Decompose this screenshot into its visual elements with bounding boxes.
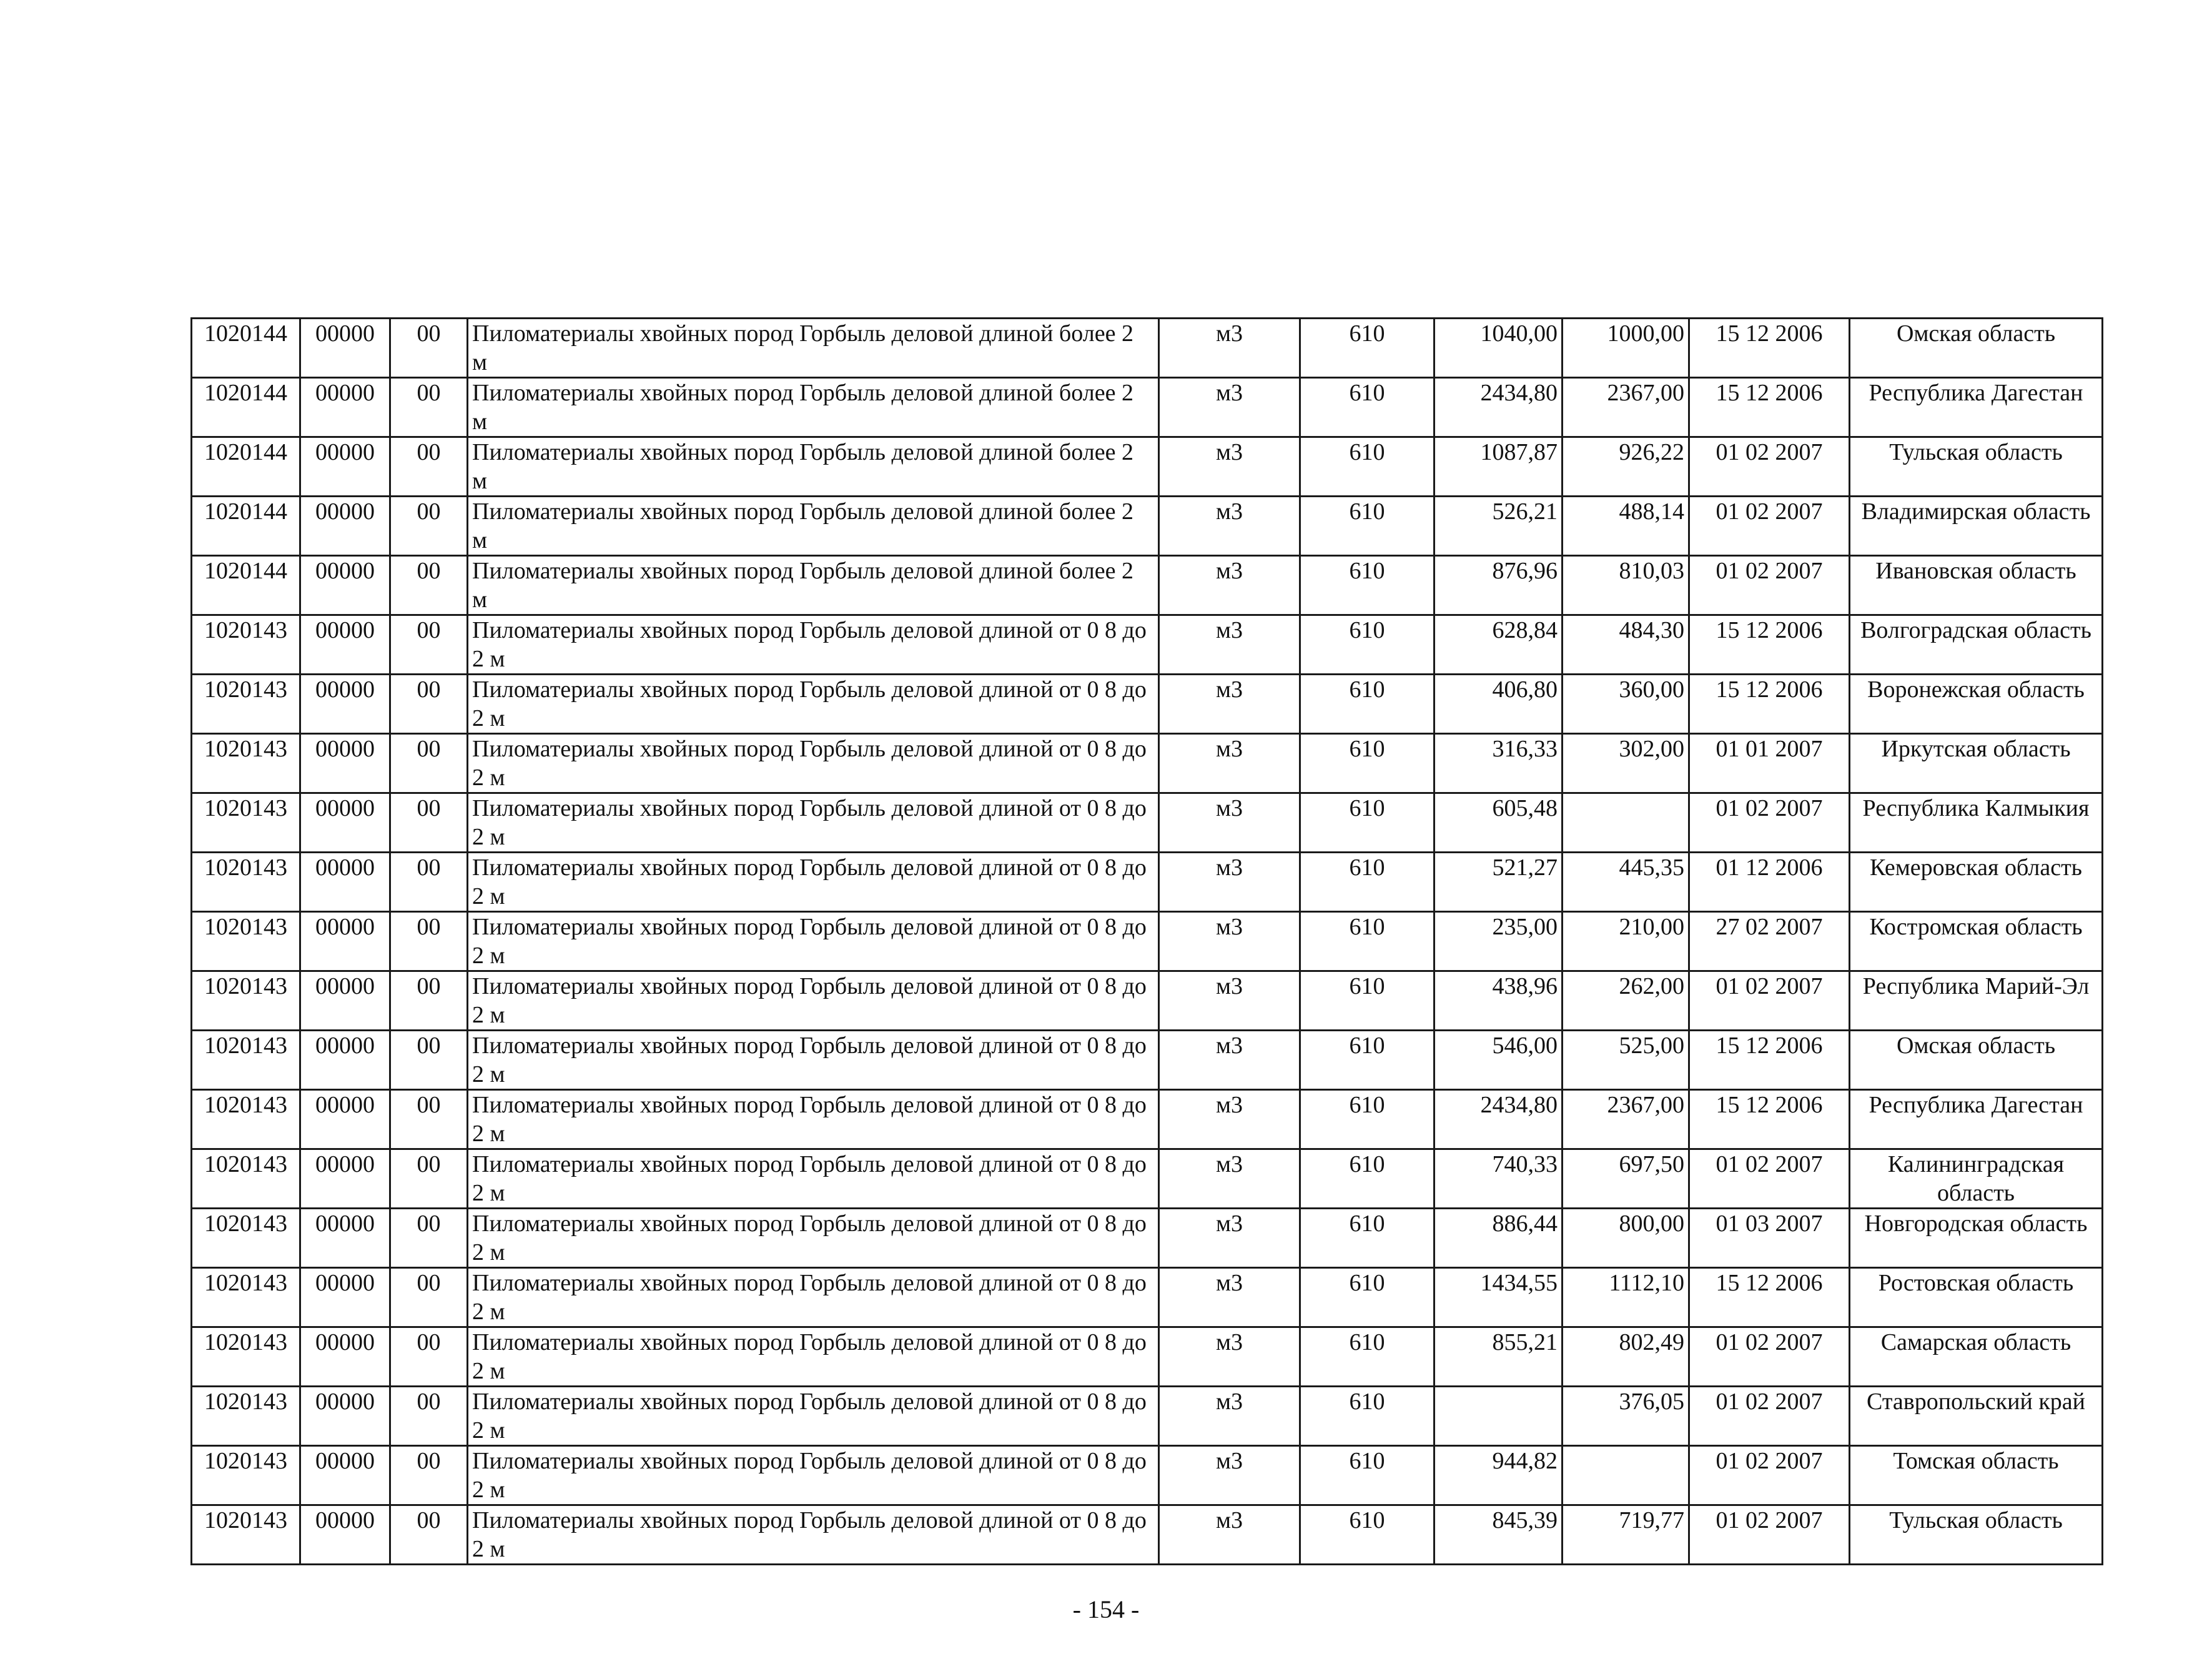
- product-code-cell: 1020143: [192, 1031, 300, 1090]
- description-cell: Пиломатериалы хвойных пород Горбыль деловой длиной от 0 8 до 2 м: [468, 675, 1159, 734]
- price-cell-1: 546,00: [1434, 1031, 1563, 1090]
- variant-cell: 00: [390, 1090, 468, 1149]
- number-cell: 610: [1300, 1387, 1434, 1446]
- description-cell: Пиломатериалы хвойных пород Горбыль деловой длиной от 0 8 до 2 м: [468, 1149, 1159, 1209]
- region-cell: Ивановская область: [1850, 556, 2103, 615]
- variant-cell: 00: [390, 615, 468, 675]
- unit-cell: м3: [1159, 1446, 1300, 1505]
- product-code-cell: 1020143: [192, 1149, 300, 1209]
- variant-cell: 00: [390, 675, 468, 734]
- subcode-cell: 00000: [300, 1031, 390, 1090]
- variant-cell: 00: [390, 1446, 468, 1505]
- product-code-cell: 1020143: [192, 675, 300, 734]
- unit-cell: м3: [1159, 853, 1300, 912]
- unit-cell: м3: [1159, 1031, 1300, 1090]
- region-cell: Кемеровская область: [1850, 853, 2103, 912]
- date-cell: 01 01 2007: [1689, 734, 1850, 793]
- table-row: [192, 1209, 2103, 1268]
- region-cell: Волгоградская область: [1850, 615, 2103, 675]
- region-cell: Республика Дагестан: [1850, 1090, 2103, 1149]
- number-cell: 610: [1300, 1327, 1434, 1387]
- table-row: [192, 378, 2103, 437]
- price-cell-2: 2367,00: [1563, 1090, 1689, 1149]
- product-code-cell: 1020144: [192, 497, 300, 556]
- description-cell: Пиломатериалы хвойных пород Горбыль деловой длиной от 0 8 до 2 м: [468, 793, 1159, 853]
- description-cell: Пиломатериалы хвойных пород Горбыль деловой длиной от 0 8 до 2 м: [468, 1505, 1159, 1565]
- variant-cell: 00: [390, 1149, 468, 1209]
- variant-cell: 00: [390, 1505, 468, 1565]
- unit-cell: м3: [1159, 1090, 1300, 1149]
- price-cell-2: 2367,00: [1563, 378, 1689, 437]
- product-code-cell: 1020144: [192, 556, 300, 615]
- variant-cell: 00: [390, 853, 468, 912]
- date-cell: 01 02 2007: [1689, 1149, 1850, 1209]
- price-cell-1: 740,33: [1434, 1149, 1563, 1209]
- subcode-cell: 00000: [300, 675, 390, 734]
- description-cell: Пиломатериалы хвойных пород Горбыль деловой длиной от 0 8 до 2 м: [468, 912, 1159, 971]
- price-cell-2: 262,00: [1563, 971, 1689, 1031]
- unit-cell: м3: [1159, 615, 1300, 675]
- table-row: [192, 1327, 2103, 1387]
- price-cell-1: 628,84: [1434, 615, 1563, 675]
- number-cell: 610: [1300, 1268, 1434, 1327]
- table-row: [192, 1031, 2103, 1090]
- price-cell-2: 802,49: [1563, 1327, 1689, 1387]
- region-cell: Ростовская область: [1850, 1268, 2103, 1327]
- product-code-cell: 1020143: [192, 734, 300, 793]
- subcode-cell: 00000: [300, 615, 390, 675]
- subcode-cell: 00000: [300, 319, 390, 378]
- description-cell: Пиломатериалы хвойных пород Горбыль деловой длиной более 2 м: [468, 497, 1159, 556]
- table-row: [192, 1090, 2103, 1149]
- table-row: [192, 319, 2103, 378]
- unit-cell: м3: [1159, 319, 1300, 378]
- variant-cell: 00: [390, 912, 468, 971]
- description-cell: Пиломатериалы хвойных пород Горбыль деловой длиной от 0 8 до 2 м: [468, 853, 1159, 912]
- price-cell-1: 316,33: [1434, 734, 1563, 793]
- region-cell: Самарская область: [1850, 1327, 2103, 1387]
- subcode-cell: 00000: [300, 734, 390, 793]
- unit-cell: м3: [1159, 1209, 1300, 1268]
- price-cell-1: 944,82: [1434, 1446, 1563, 1505]
- number-cell: 610: [1300, 1031, 1434, 1090]
- region-cell: Ставропольский край: [1850, 1387, 2103, 1446]
- description-cell: Пиломатериалы хвойных пород Горбыль деловой длиной от 0 8 до 2 м: [468, 1387, 1159, 1446]
- table-row: [192, 1268, 2103, 1327]
- number-cell: 610: [1300, 793, 1434, 853]
- price-cell-1: 526,21: [1434, 497, 1563, 556]
- subcode-cell: 00000: [300, 1209, 390, 1268]
- table-row: [192, 793, 2103, 853]
- price-cell-2: [1563, 793, 1689, 853]
- product-code-cell: 1020143: [192, 1268, 300, 1327]
- price-cell-2: 525,00: [1563, 1031, 1689, 1090]
- table-row: [192, 1387, 2103, 1446]
- price-cell-2: 376,05: [1563, 1387, 1689, 1446]
- region-cell: Омская область: [1850, 319, 2103, 378]
- subcode-cell: 00000: [300, 971, 390, 1031]
- date-cell: 01 03 2007: [1689, 1209, 1850, 1268]
- number-cell: 610: [1300, 319, 1434, 378]
- number-cell: 610: [1300, 971, 1434, 1031]
- unit-cell: м3: [1159, 912, 1300, 971]
- unit-cell: м3: [1159, 1505, 1300, 1565]
- unit-cell: м3: [1159, 556, 1300, 615]
- region-cell: Тульская область: [1850, 437, 2103, 497]
- price-cell-2: 719,77: [1563, 1505, 1689, 1565]
- number-cell: 610: [1300, 853, 1434, 912]
- number-cell: 610: [1300, 675, 1434, 734]
- region-cell: Иркутская область: [1850, 734, 2103, 793]
- number-cell: 610: [1300, 1446, 1434, 1505]
- unit-cell: м3: [1159, 793, 1300, 853]
- unit-cell: м3: [1159, 1268, 1300, 1327]
- number-cell: 610: [1300, 1505, 1434, 1565]
- variant-cell: 00: [390, 793, 468, 853]
- variant-cell: 00: [390, 319, 468, 378]
- table-row: [192, 1446, 2103, 1505]
- price-cell-1: 438,96: [1434, 971, 1563, 1031]
- unit-cell: м3: [1159, 1387, 1300, 1446]
- subcode-cell: 00000: [300, 793, 390, 853]
- number-cell: 610: [1300, 1209, 1434, 1268]
- description-cell: Пиломатериалы хвойных пород Горбыль деловой длиной от 0 8 до 2 м: [468, 971, 1159, 1031]
- product-code-cell: 1020144: [192, 319, 300, 378]
- subcode-cell: 00000: [300, 853, 390, 912]
- number-cell: 610: [1300, 1149, 1434, 1209]
- date-cell: 15 12 2006: [1689, 319, 1850, 378]
- variant-cell: 00: [390, 1209, 468, 1268]
- product-code-cell: 1020144: [192, 378, 300, 437]
- description-cell: Пиломатериалы хвойных пород Горбыль деловой длиной от 0 8 до 2 м: [468, 1268, 1159, 1327]
- product-code-cell: 1020143: [192, 1090, 300, 1149]
- price-cell-2: 210,00: [1563, 912, 1689, 971]
- region-cell: Омская область: [1850, 1031, 2103, 1090]
- price-table: [190, 317, 2103, 1565]
- subcode-cell: 00000: [300, 1268, 390, 1327]
- subcode-cell: 00000: [300, 497, 390, 556]
- date-cell: 01 02 2007: [1689, 1446, 1850, 1505]
- product-code-cell: 1020143: [192, 1327, 300, 1387]
- date-cell: 15 12 2006: [1689, 378, 1850, 437]
- unit-cell: м3: [1159, 1327, 1300, 1387]
- subcode-cell: 00000: [300, 437, 390, 497]
- description-cell: Пиломатериалы хвойных пород Горбыль деловой длиной от 0 8 до 2 м: [468, 1209, 1159, 1268]
- date-cell: 01 02 2007: [1689, 793, 1850, 853]
- product-code-cell: 1020143: [192, 615, 300, 675]
- number-cell: 610: [1300, 556, 1434, 615]
- price-cell-2: 445,35: [1563, 853, 1689, 912]
- region-cell: Костромская область: [1850, 912, 2103, 971]
- price-cell-1: 521,27: [1434, 853, 1563, 912]
- variant-cell: 00: [390, 734, 468, 793]
- date-cell: 15 12 2006: [1689, 675, 1850, 734]
- description-cell: Пиломатериалы хвойных пород Горбыль деловой длиной от 0 8 до 2 м: [468, 1446, 1159, 1505]
- price-cell-2: 484,30: [1563, 615, 1689, 675]
- price-cell-2: [1563, 1446, 1689, 1505]
- table-row: [192, 1149, 2103, 1209]
- product-code-cell: 1020143: [192, 853, 300, 912]
- table-row: [192, 675, 2103, 734]
- region-cell: Республика Марий-Эл: [1850, 971, 2103, 1031]
- table-body: [192, 319, 2103, 1565]
- unit-cell: м3: [1159, 437, 1300, 497]
- table-row: [192, 1505, 2103, 1565]
- description-cell: Пиломатериалы хвойных пород Горбыль деловой длиной более 2 м: [468, 556, 1159, 615]
- price-cell-1: 845,39: [1434, 1505, 1563, 1565]
- product-code-cell: 1020143: [192, 971, 300, 1031]
- number-cell: 610: [1300, 497, 1434, 556]
- price-cell-1: 2434,80: [1434, 1090, 1563, 1149]
- price-cell-1: 1087,87: [1434, 437, 1563, 497]
- price-cell-2: 697,50: [1563, 1149, 1689, 1209]
- price-cell-2: 800,00: [1563, 1209, 1689, 1268]
- date-cell: 01 02 2007: [1689, 1327, 1850, 1387]
- number-cell: 610: [1300, 1090, 1434, 1149]
- variant-cell: 00: [390, 556, 468, 615]
- unit-cell: м3: [1159, 675, 1300, 734]
- date-cell: 27 02 2007: [1689, 912, 1850, 971]
- price-cell-2: 488,14: [1563, 497, 1689, 556]
- table-row: [192, 912, 2103, 971]
- table-row: [192, 556, 2103, 615]
- variant-cell: 00: [390, 437, 468, 497]
- region-cell: Томская область: [1850, 1446, 2103, 1505]
- unit-cell: м3: [1159, 734, 1300, 793]
- variant-cell: 00: [390, 1268, 468, 1327]
- date-cell: 01 02 2007: [1689, 556, 1850, 615]
- description-cell: Пиломатериалы хвойных пород Горбыль деловой длиной более 2 м: [468, 319, 1159, 378]
- price-cell-1: 886,44: [1434, 1209, 1563, 1268]
- region-cell: Новгородская область: [1850, 1209, 2103, 1268]
- number-cell: 610: [1300, 615, 1434, 675]
- price-cell-2: 1000,00: [1563, 319, 1689, 378]
- date-cell: 01 02 2007: [1689, 1505, 1850, 1565]
- subcode-cell: 00000: [300, 1090, 390, 1149]
- number-cell: 610: [1300, 912, 1434, 971]
- price-cell-1: 605,48: [1434, 793, 1563, 853]
- price-cell-1: 1434,55: [1434, 1268, 1563, 1327]
- price-cell-1: 235,00: [1434, 912, 1563, 971]
- price-cell-2: 360,00: [1563, 675, 1689, 734]
- unit-cell: м3: [1159, 1149, 1300, 1209]
- product-code-cell: 1020143: [192, 1505, 300, 1565]
- region-cell: Республика Калмыкия: [1850, 793, 2103, 853]
- table-row: [192, 437, 2103, 497]
- product-code-cell: 1020143: [192, 1446, 300, 1505]
- price-cell-1: 2434,80: [1434, 378, 1563, 437]
- date-cell: 15 12 2006: [1689, 1090, 1850, 1149]
- number-cell: 610: [1300, 734, 1434, 793]
- product-code-cell: 1020144: [192, 437, 300, 497]
- product-code-cell: 1020143: [192, 912, 300, 971]
- variant-cell: 00: [390, 1031, 468, 1090]
- price-cell-2: 810,03: [1563, 556, 1689, 615]
- description-cell: Пиломатериалы хвойных пород Горбыль деловой длиной от 0 8 до 2 м: [468, 1031, 1159, 1090]
- price-cell-1: 406,80: [1434, 675, 1563, 734]
- subcode-cell: 00000: [300, 1327, 390, 1387]
- price-cell-1: 855,21: [1434, 1327, 1563, 1387]
- description-cell: Пиломатериалы хвойных пород Горбыль деловой длиной более 2 м: [468, 378, 1159, 437]
- price-cell-2: 302,00: [1563, 734, 1689, 793]
- unit-cell: м3: [1159, 971, 1300, 1031]
- unit-cell: м3: [1159, 378, 1300, 437]
- description-cell: Пиломатериалы хвойных пород Горбыль деловой длиной от 0 8 до 2 м: [468, 615, 1159, 675]
- variant-cell: 00: [390, 378, 468, 437]
- number-cell: 610: [1300, 437, 1434, 497]
- variant-cell: 00: [390, 1387, 468, 1446]
- product-code-cell: 1020143: [192, 1209, 300, 1268]
- date-cell: 15 12 2006: [1689, 1031, 1850, 1090]
- table-row: [192, 734, 2103, 793]
- page-number: - 154 -: [1072, 1595, 1140, 1623]
- subcode-cell: 00000: [300, 378, 390, 437]
- region-cell: Калининградская область: [1850, 1149, 2103, 1209]
- region-cell: Воронежская область: [1850, 675, 2103, 734]
- description-cell: Пиломатериалы хвойных пород Горбыль деловой длиной от 0 8 до 2 м: [468, 1090, 1159, 1149]
- subcode-cell: 00000: [300, 1149, 390, 1209]
- date-cell: 01 02 2007: [1689, 1387, 1850, 1446]
- product-code-cell: 1020143: [192, 793, 300, 853]
- subcode-cell: 00000: [300, 1387, 390, 1446]
- date-cell: 15 12 2006: [1689, 1268, 1850, 1327]
- product-code-cell: 1020143: [192, 1387, 300, 1446]
- subcode-cell: 00000: [300, 556, 390, 615]
- price-cell-1: 1040,00: [1434, 319, 1563, 378]
- description-cell: Пиломатериалы хвойных пород Горбыль деловой длиной от 0 8 до 2 м: [468, 734, 1159, 793]
- date-cell: 01 02 2007: [1689, 437, 1850, 497]
- region-cell: Республика Дагестан: [1850, 378, 2103, 437]
- table-row: [192, 615, 2103, 675]
- number-cell: 610: [1300, 378, 1434, 437]
- region-cell: Владимирская область: [1850, 497, 2103, 556]
- date-cell: 01 02 2007: [1689, 497, 1850, 556]
- unit-cell: м3: [1159, 497, 1300, 556]
- date-cell: 01 02 2007: [1689, 971, 1850, 1031]
- description-cell: Пиломатериалы хвойных пород Горбыль деловой длиной от 0 8 до 2 м: [468, 1327, 1159, 1387]
- table-row: [192, 497, 2103, 556]
- price-cell-1: 876,96: [1434, 556, 1563, 615]
- region-cell: Тульская область: [1850, 1505, 2103, 1565]
- subcode-cell: 00000: [300, 1505, 390, 1565]
- price-cell-1: [1434, 1387, 1563, 1446]
- subcode-cell: 00000: [300, 912, 390, 971]
- price-cell-2: 926,22: [1563, 437, 1689, 497]
- date-cell: 01 12 2006: [1689, 853, 1850, 912]
- table-row: [192, 853, 2103, 912]
- price-cell-2: 1112,10: [1563, 1268, 1689, 1327]
- subcode-cell: 00000: [300, 1446, 390, 1505]
- variant-cell: 00: [390, 1327, 468, 1387]
- variant-cell: 00: [390, 971, 468, 1031]
- variant-cell: 00: [390, 497, 468, 556]
- description-cell: Пиломатериалы хвойных пород Горбыль деловой длиной более 2 м: [468, 437, 1159, 497]
- date-cell: 15 12 2006: [1689, 615, 1850, 675]
- table-row: [192, 971, 2103, 1031]
